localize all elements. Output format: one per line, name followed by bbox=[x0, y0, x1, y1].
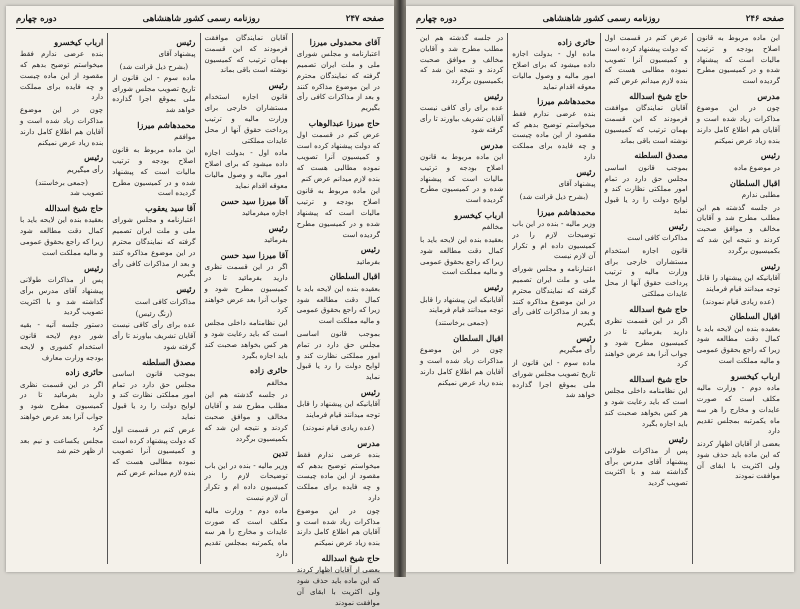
paragraph: چون در این موضوع مذاکرات زیاد شده است و آقایان هم اطلاع کامل دارند بنده زیاد عرض نمیکنم bbox=[20, 105, 104, 147]
speaker-heading: ارباب کیخسرو bbox=[731, 370, 780, 381]
right-header-rule bbox=[416, 28, 784, 29]
paragraph: اگر در این قسمت نظری دارید بفرمائید تا در کمیسیون مطرح شود و جواب آنرا بعد عرض خواهند کرد bbox=[20, 379, 104, 432]
right-columns bbox=[416, 33, 784, 564]
paragraph: بنده عرضی ندارم فقط میخواستم توضیح بدهم که مقصود از این ماده چیست و چه فایده برای مملکت دارد bbox=[20, 49, 104, 102]
paragraph: اگر در این قسمت نظری دارید بفرمائید تا در کمیسیون مطرح شود و جواب آنرا بعد عرض خواهند کرد bbox=[204, 262, 288, 315]
paragraph: در جلسه گذشته هم این مطلب مطرح شد و آقایان مخالف و موافق صحبت کردند و نتیجه این شد که بکمیسیون برگردد bbox=[420, 33, 504, 86]
paragraph: وزیر مالیه - بنده در این باب توضیحات لازم را در کمیسیون داده ام و تکرار آن لازم نیست bbox=[512, 218, 596, 261]
action-note: (جمعی برخاستند) bbox=[35, 177, 88, 187]
speaker-heading: محمدهاشم میرزا bbox=[537, 206, 596, 217]
paragraph: مطلبی ندارم bbox=[741, 189, 780, 199]
speaker-heading: آقا میرزا سید حسن bbox=[220, 195, 288, 206]
paragraph: بنده عرضی ندارم فقط میخواستم توضیح بدهم که مقصود از این ماده چیست و چه فایده برای مملکت دارد bbox=[296, 449, 380, 503]
right-page-number: صفحه ۲۴۶ bbox=[745, 14, 784, 24]
speaker-heading: حاج شیخ اسدالله bbox=[629, 90, 688, 101]
paragraph: اعتبارنامه و مجلس شورای ملی و ملت ایران تصمیم گرفته که نمایندگان محترم در این موضوع مذاکره کنند و بعد از مذاکرات کافی رأی بگیریم bbox=[512, 264, 596, 328]
speaker-heading: حائری زاده bbox=[557, 37, 596, 47]
speaker-heading: مصدق السلطنه bbox=[142, 356, 196, 367]
paragraph: مذاکرات کافی است bbox=[135, 296, 196, 306]
paragraph: پیشنهاد آقای bbox=[158, 49, 196, 59]
paragraph: عرض کنم در قسمت اول که دولت پیشنهاد کرده است و کمیسیون آنرا تصویب نموده مطالبی هست که بنده لازم میدانم عرض کنم bbox=[112, 424, 196, 477]
paragraph: این ماده مربوط به قانون اصلاح بودجه و ترتیب مالیات است که پیشنهاد شده و در کمیسیون مطرح گردیده است bbox=[696, 33, 780, 86]
paragraph: وزیر مالیه - بنده در این باب توضیحات لازم را در کمیسیون داده ام و تکرار آن لازم نیست bbox=[204, 460, 288, 503]
left-columns bbox=[16, 33, 384, 607]
paragraph: چون در این موضوع مذاکرات زیاد شده است و آقایان هم اطلاع کامل دارند بنده زیاد عرض نمیکنم bbox=[420, 345, 504, 387]
paragraph: موافقم bbox=[174, 132, 196, 142]
paragraph: اعتبارنامه و مجلس شورای ملی و ملت ایران تصمیم گرفته که نمایندگان محترم در این موضوع مذاکره کنند و بعد از مذاکرات کافی رأی بگیریم bbox=[296, 49, 380, 113]
left-page bbox=[6, 6, 394, 607]
paragraph: اگر در این قسمت نظری دارید بفرمائید تا در کمیسیون مطرح شود و جواب آنرا بعد عرض خواهند کرد bbox=[604, 316, 688, 369]
paragraph: در جلسه گذشته هم این مطلب مطرح شد و آقایان مخالف و موافق صحبت کردند و نتیجه این شد که بکمیسیون برگردد bbox=[204, 390, 288, 443]
left-column-3 bbox=[108, 33, 200, 564]
paragraph: اجازه میفرمائید bbox=[241, 207, 288, 217]
paragraph: بعقیده بنده این لایحه باید با کمال دقت مطالعه شود زیرا که راجع بحقوق عمومی و مالیه مملکت است bbox=[20, 215, 104, 257]
paragraph: عده برای رأی کافی نیست آقایان تشریف بیاورند تا رأی گرفته شود bbox=[112, 320, 196, 351]
right-column-4 bbox=[416, 33, 508, 564]
action-note: (عده زیادی قیام نمودند) bbox=[702, 296, 775, 306]
paragraph: مذاکرات کافی است bbox=[627, 233, 688, 243]
speaker-heading: محمدهاشم میرزا bbox=[137, 120, 196, 131]
speaker-heading: رئیس bbox=[360, 386, 380, 397]
paragraph: بفرمائید bbox=[264, 235, 288, 245]
paragraph: آقایانیکه این پیشنهاد را قابل توجه میدانند قیام فرمایند bbox=[696, 272, 780, 293]
speaker-heading: حاج شیخ اسدالله bbox=[44, 203, 104, 214]
speaker-heading: رئیس bbox=[268, 222, 288, 233]
speaker-heading: رئیس bbox=[576, 166, 596, 177]
right-page-header bbox=[416, 12, 784, 26]
paragraph: بفرمائید bbox=[356, 256, 380, 266]
paragraph: آقایان نمایندگان موافقت فرمودند که این قسمت بهمان ترتیب که کمیسیون نوشته است باقی بماند bbox=[604, 103, 688, 145]
paragraph: این ماده مربوط به قانون اصلاح بودجه و ترتیب مالیات است که پیشنهاد شده و در کمیسیون مطرح گردیده است bbox=[112, 145, 196, 198]
speaker-heading: رئیس bbox=[360, 244, 380, 255]
action-note: (زنگ رئیس) bbox=[135, 309, 173, 319]
speaker-heading: اقبال السلطان bbox=[730, 177, 780, 188]
paragraph: پس از مذاکرات طولانی پیشنهاد آقای مدرس برأی گذاشته شد و با اکثریت تصویب گردید bbox=[604, 445, 688, 488]
paragraph: بعضی از آقایان اظهار کردند که این ماده باید حذف شود ولی اکثریت با ابقای آن موافقت نمودند bbox=[296, 565, 380, 607]
paragraph: عرض کنم در قسمت اول که دولت پیشنهاد کرده است و کمیسیون آنرا تصویب نموده مطالبی هست که بنده لازم میدانم عرض کنم bbox=[604, 33, 688, 86]
speaker-heading: حائری زاده bbox=[249, 365, 288, 376]
left-page-header bbox=[16, 12, 384, 26]
paragraph: بعقیده بنده این لایحه باید با کمال دقت مطالعه شود زیرا که راجع بحقوق عمومی و مالیه مملکت است bbox=[696, 323, 780, 366]
book-gutter bbox=[394, 0, 406, 577]
paragraph: این نظامنامه داخلی مجلس است که باید رعایت شود و هر کس بخواهد صحبت کند باید اجازه بگیرد bbox=[204, 318, 288, 360]
paragraph: چون در این موضوع مذاکرات زیاد شده است و آقایان هم اطلاع کامل دارند بنده زیاد عرض نمیکنم bbox=[296, 505, 380, 548]
paragraph: ماده دوم - وزارت مالیه مکلف است که صورت عایدات و مخارج را هر سه ماه یکمرتبه بمجلس تقدیم دارد bbox=[204, 505, 288, 559]
paragraph: ماده سوم - این قانون از تاریخ تصویب مجلس شورای ملی بموقع اجرا گذارده خواهد شد bbox=[512, 358, 596, 400]
right-page bbox=[406, 6, 794, 572]
right-column-1 bbox=[693, 33, 784, 564]
paragraph: ماده اول - بدولت اجازه داده میشود که برای اصلاح امور مالیه و وصول مالیات معوقه اقدام نماید bbox=[204, 148, 288, 190]
paragraph: بنده عرضی ندارم فقط میخواستم توضیح بدهم که مقصود از این ماده چیست و چه فایده برای مملکت دارد bbox=[512, 108, 596, 161]
speaker-heading: مدرس bbox=[757, 90, 780, 101]
paragraph: بموجب قانون اساسی مجلس حق دارد در تمام امور مملکتی نظارت کند و لوایح دولت را رد یا قبول نماید bbox=[604, 162, 688, 215]
right-period: دوره چهارم bbox=[416, 14, 457, 24]
paragraph: آقایان نمایندگان موافقت فرمودند که این قسمت بهمان ترتیب که کمیسیون نوشته است باقی بماند bbox=[204, 33, 288, 75]
left-header-rule bbox=[16, 28, 384, 29]
speaker-heading: رئیس bbox=[668, 433, 688, 444]
paragraph: این نظامنامه داخلی مجلس است که باید رعایت شود و هر کس بخواهد صحبت کند باید اجازه بگیرد bbox=[604, 386, 688, 428]
paragraph: مخالفم bbox=[481, 222, 504, 232]
paragraph: بعضی از آقایان اظهار کردند که این ماده باید حذف شود ولی اکثریت با ابقای آن موافقت نمودند bbox=[696, 439, 780, 481]
left-column-1 bbox=[293, 33, 384, 607]
paragraph: دستور جلسه آتیه - بقیه شور دوم لایحه قانون استخدام کشوری و لایحه بودجه وزارت معارف bbox=[20, 320, 104, 362]
speaker-heading: رئیس bbox=[176, 37, 196, 47]
left-journal-title: روزنامه رسمی کشور شاهنشاهی bbox=[142, 14, 260, 24]
paragraph: ماده سوم - این قانون از تاریخ تصویب مجلس شورای ملی بموقع اجرا گذارده خواهد شد bbox=[112, 72, 196, 115]
paragraph: عده برای رأی کافی نیست آقایان تشریف بیاورند تا رأی گرفته شود bbox=[420, 103, 504, 134]
speaker-heading: رئیس bbox=[760, 150, 780, 161]
paragraph: ماده اول - بدولت اجازه داده میشود که برای اصلاح امور مالیه و وصول مالیات معوقه اقدام نماید bbox=[512, 49, 596, 91]
speaker-heading: تدین bbox=[272, 448, 288, 459]
left-period: دوره چهارم bbox=[16, 14, 57, 24]
speaker-heading: ارباب کیخسرو bbox=[54, 37, 104, 47]
paragraph: بعقیده بنده این لایحه باید با کمال دقت مطالعه شود زیرا که راجع بحقوق عمومی و مالیه مملکت است bbox=[296, 283, 380, 326]
paragraph: عرض کنم در قسمت اول که دولت پیشنهاد کرده است و کمیسیون آنرا تصویب نموده مطالبی هست که بنده لازم میدانم عرض کنم bbox=[296, 130, 380, 183]
speaker-heading: رئیس bbox=[268, 80, 288, 91]
paragraph: قانون اجازه استخدام مستشاران خارجی برای وزارت مالیه و ترتیب پرداخت حقوق آنها از محل عایدات مملکتی bbox=[204, 92, 288, 145]
paragraph: در جلسه گذشته هم این مطلب مطرح شد و آقایان مخالف و موافق صحبت کردند و نتیجه این شد که بکمیسیون برگردد bbox=[696, 202, 780, 255]
paragraph: بموجب قانون اساسی مجلس حق دارد در تمام امور مملکتی نظارت کند و لوایح دولت را رد یا قبول نماید bbox=[112, 368, 196, 421]
speaker-heading: رئیس bbox=[576, 332, 596, 343]
paragraph: بعقیده بنده این لایحه باید با کمال دقت مطالعه شود زیرا که راجع بحقوق عمومی و مالیه مملکت است bbox=[420, 235, 504, 277]
paragraph: در موضوع ماده bbox=[734, 162, 780, 172]
speaker-heading: اقبال السلطان bbox=[730, 311, 780, 322]
paragraph: پیشنهاد آقای bbox=[558, 179, 596, 189]
speaker-heading: آقای محمدولی میرزا bbox=[309, 37, 380, 47]
right-column-3 bbox=[508, 33, 600, 564]
paragraph: ماده دوم - وزارت مالیه مکلف است که صورت عایدات و مخارج را هر سه ماه یکمرتبه بمجلس تقدیم دارد bbox=[696, 383, 780, 436]
speaker-heading: رئیس bbox=[760, 260, 780, 271]
speaker-heading: رئیس bbox=[484, 90, 504, 101]
paragraph: مجلس یکساعت و نیم بعد از ظهر ختم شد bbox=[20, 435, 104, 456]
left-page-number: صفحه ۲۴۷ bbox=[345, 14, 384, 24]
speaker-heading: حاج شیخ اسدالله bbox=[321, 553, 380, 564]
paragraph: مخالفم bbox=[266, 377, 288, 387]
speaker-heading: رئیس bbox=[484, 282, 504, 293]
speaker-heading: مدرس bbox=[480, 139, 504, 150]
speaker-heading: اقبال السلطان bbox=[453, 332, 504, 343]
speaker-heading: محمدهاشم میرزا bbox=[537, 96, 596, 107]
speaker-heading: حائری زاده bbox=[65, 367, 104, 378]
speaker-heading: رئیس bbox=[84, 262, 104, 273]
paragraph: رأی میگیریم bbox=[559, 345, 596, 355]
speaker-heading: حاج شیخ اسدالله bbox=[629, 374, 688, 385]
paragraph: چون در این موضوع مذاکرات زیاد شده است و آقایان هم اطلاع کامل دارند بنده زیاد عرض نمیکنم bbox=[696, 103, 780, 145]
right-journal-title: روزنامه رسمی کشور شاهنشاهی bbox=[542, 14, 660, 24]
speaker-heading: رئیس bbox=[84, 152, 104, 163]
speaker-heading: ارباب کیخسرو bbox=[454, 209, 504, 220]
speaker-heading: رئیس bbox=[176, 284, 196, 295]
speaker-heading: مصدق السلطنه bbox=[634, 150, 688, 161]
left-column-4 bbox=[16, 33, 108, 564]
action-note: (بشرح ذیل قرائت شد) bbox=[119, 62, 189, 72]
paragraph: این ماده مربوط به قانون اصلاح بودجه و ترتیب مالیات است که پیشنهاد شده و در کمیسیون مطرح گردیده است bbox=[296, 186, 380, 239]
paragraph: آقایانیکه این پیشنهاد را قابل توجه میدانند قیام فرمایند bbox=[296, 399, 380, 419]
paragraph: قانون اجازه استخدام مستشاران خارجی برای وزارت مالیه و ترتیب پرداخت حقوق آنها از محل عایدات مملکتی bbox=[604, 245, 688, 299]
paragraph: آقایانیکه این پیشنهاد را قابل توجه میدانند قیام فرمایند bbox=[420, 294, 504, 315]
speaker-heading: اقبال السلطان bbox=[330, 271, 380, 282]
right-column-2 bbox=[601, 33, 693, 564]
paragraph: تصویب شد bbox=[70, 188, 104, 198]
paragraph: پس از مذاکرات طولانی پیشنهاد آقای مدرس برأی گذاشته شد و با اکثریت تصویب گردید bbox=[20, 274, 104, 317]
paragraph: این ماده مربوط به قانون اصلاح بودجه و ترتیب مالیات است که پیشنهاد شده و در کمیسیون مطرح گردیده است bbox=[420, 151, 504, 205]
speaker-heading: مدرس bbox=[357, 437, 380, 448]
action-note: (عده زیادی قیام نمودند) bbox=[302, 422, 375, 432]
speaker-heading: حاج شیخ اسدالله bbox=[629, 303, 688, 314]
paragraph: رأی میگیریم bbox=[66, 164, 104, 174]
action-note: (بشرح ذیل قرائت شد) bbox=[519, 191, 589, 201]
paragraph: اعتبارنامه و مجلس شورای ملی و ملت ایران تصمیم گرفته که نمایندگان محترم در این موضوع مذاکره کنند و بعد از مذاکرات کافی رأی بگیریم bbox=[112, 215, 196, 279]
paragraph: بموجب قانون اساسی مجلس حق دارد در تمام امور مملکتی نظارت کند و لوایح دولت را رد یا قبول نماید bbox=[296, 328, 380, 382]
left-column-2 bbox=[201, 33, 293, 564]
speaker-heading: آقا سید یعقوب bbox=[145, 203, 196, 214]
speaker-heading: رئیس bbox=[668, 220, 688, 231]
speaker-heading: حاج میرزا عبدالوهاب bbox=[308, 118, 380, 129]
speaker-heading: آقا میرزا سید حسن bbox=[220, 249, 288, 260]
action-note: (جمعی برخاستند) bbox=[435, 318, 488, 328]
